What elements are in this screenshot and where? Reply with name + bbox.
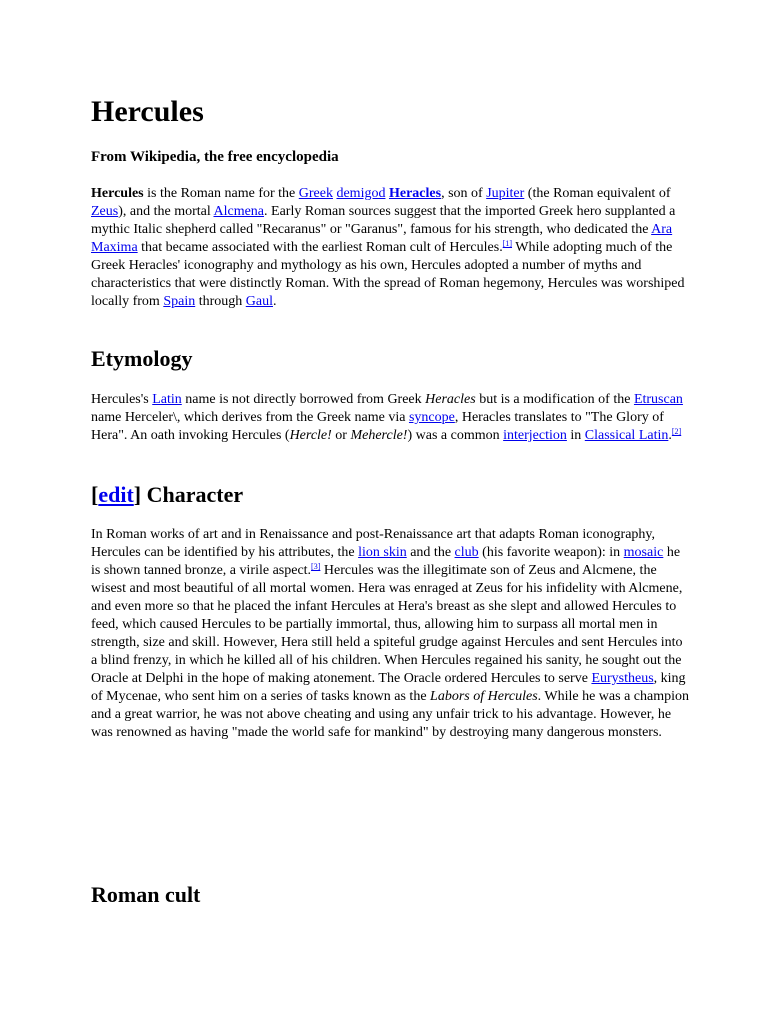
- link-lion-skin[interactable]: lion skin: [358, 545, 407, 560]
- italic-hercle: Hercle!: [289, 428, 332, 443]
- reference-2[interactable]: [2]: [671, 427, 682, 436]
- link-latin[interactable]: Latin: [152, 392, 182, 407]
- text-run: that became associated with the earliest Roman cult of Hercules.: [137, 240, 503, 255]
- edit-bracket-open: [: [91, 482, 99, 507]
- link-gaul[interactable]: Gaul: [245, 294, 273, 309]
- page-subtitle: From Wikipedia, the free encyclopedia: [91, 149, 339, 165]
- heading-character: [91, 480, 243, 510]
- link-interjection[interactable]: interjection: [503, 428, 567, 443]
- link-demigod[interactable]: demigod: [336, 186, 386, 201]
- link-greek[interactable]: Greek: [298, 186, 333, 201]
- text-run: through: [195, 294, 246, 309]
- text-run: Hercules was the illegitimate son of Zeus and Alcmene, the wisest and most beautiful of all mortal women. Hera was enraged at Zeus for his infidelity with Alcmene, and even more so that he placed the infant Hercules at Hera's breast as she slept and allowed Hercules to feed, which caused Hercules to be partially immortal, thus, allowing him to surpass all mortal men in strength, size and skill. However, Hera still held a spiteful grudge against Hercules and sent Hercules into a blind frenzy, in which he killed all of his children. When Hercules regained his sanity, he sought out the Oracle at Delphi in the hope of making atonement. The Oracle ordered Hercules to serve: [91, 563, 683, 686]
- text-run: ) was a common: [407, 428, 504, 443]
- text-run: he is shown tanned bronze, a virile aspect.: [91, 545, 681, 578]
- edit-bracket-close: ]: [133, 482, 142, 507]
- link-eurystheus[interactable]: Eurystheus: [591, 671, 654, 686]
- heading-etymology: Etymology: [91, 346, 193, 371]
- text-run: name Herceler\, which derives from the Greek name via: [91, 410, 409, 425]
- text-run: , king of Mycenae, who sent him on a series of tasks known as the: [91, 671, 686, 704]
- text-run: . While he was a champion and a great warrior, he was not above cheating and using any unfair trick to his advantage. However, he was renowned as having "made the world safe for mankind" by destroying many dangerous monsters.: [91, 689, 690, 740]
- intro-bold-term: Hercules: [91, 186, 144, 201]
- text-run: .: [272, 294, 277, 309]
- link-spain[interactable]: Spain: [163, 294, 196, 309]
- text-run: , Heracles translates to "The Glory of Hera". An oath invoking Hercules (: [91, 410, 664, 443]
- heading-character-text: Character: [141, 482, 244, 507]
- text-run: or: [331, 428, 351, 443]
- reference-3[interactable]: [3]: [311, 562, 321, 571]
- link-mosaic[interactable]: mosaic: [623, 545, 664, 560]
- text-run: (the Roman equivalent of: [524, 186, 671, 201]
- text-run: .: [668, 428, 672, 443]
- reference-1[interactable]: [1]: [502, 239, 513, 248]
- text-run: and the: [406, 545, 455, 560]
- text-run: . Early Roman sources suggest that the imported Greek hero supplanted a mythic Italic shepherd called "Recaranus" or "Garanus", famous for his strength, who dedicated the: [91, 204, 676, 237]
- link-etruscan[interactable]: Etruscan: [633, 392, 683, 407]
- page-title: Hercules: [91, 95, 204, 128]
- text-run: in: [566, 428, 585, 443]
- italic-labors: Labors of Hercules: [430, 689, 538, 704]
- link-syncope[interactable]: syncope: [408, 410, 455, 425]
- text-run: name is not directly borrowed from Greek: [181, 392, 426, 407]
- text-run: is the Roman name for the: [143, 186, 299, 201]
- link-jupiter[interactable]: Jupiter: [486, 186, 525, 201]
- link-classical-latin[interactable]: Classical Latin: [584, 428, 669, 443]
- text-run: but is a modification of the: [475, 392, 634, 407]
- intro-paragraph: [91, 185, 691, 311]
- text-run: In Roman works of art and in Renaissance and post-Renaissance art that adapts Roman iconography, Hercules can be identified by his attributes, the: [91, 527, 655, 560]
- edit-link[interactable]: edit: [98, 482, 134, 507]
- character-paragraph: [91, 526, 691, 742]
- link-alcmena[interactable]: Alcmena: [213, 204, 265, 219]
- etymology-paragraph: [91, 391, 691, 445]
- heading-roman-cult: Roman cult: [91, 882, 201, 907]
- link-club[interactable]: club: [454, 545, 479, 560]
- italic-heracles: Heracles: [425, 392, 476, 407]
- text-run: Hercules's: [91, 392, 153, 407]
- link-ara-maxima[interactable]: Ara Maxima: [91, 222, 673, 255]
- link-heracles[interactable]: Heracles: [388, 186, 442, 201]
- text-run: While adopting much of the Greek Heracles' iconography and mythology as his own, Hercules adopted a number of myths and characteristics that were distinctly Roman. With the spread of Roman hegemony, Hercules was worshiped locally from: [91, 240, 685, 309]
- text-run: ), and the mortal: [118, 204, 214, 219]
- text-run: (his favorite weapon): in: [478, 545, 624, 560]
- text-run: , son of: [441, 186, 487, 201]
- italic-mehercle: Mehercle!: [350, 428, 408, 443]
- link-zeus[interactable]: Zeus: [91, 204, 119, 219]
